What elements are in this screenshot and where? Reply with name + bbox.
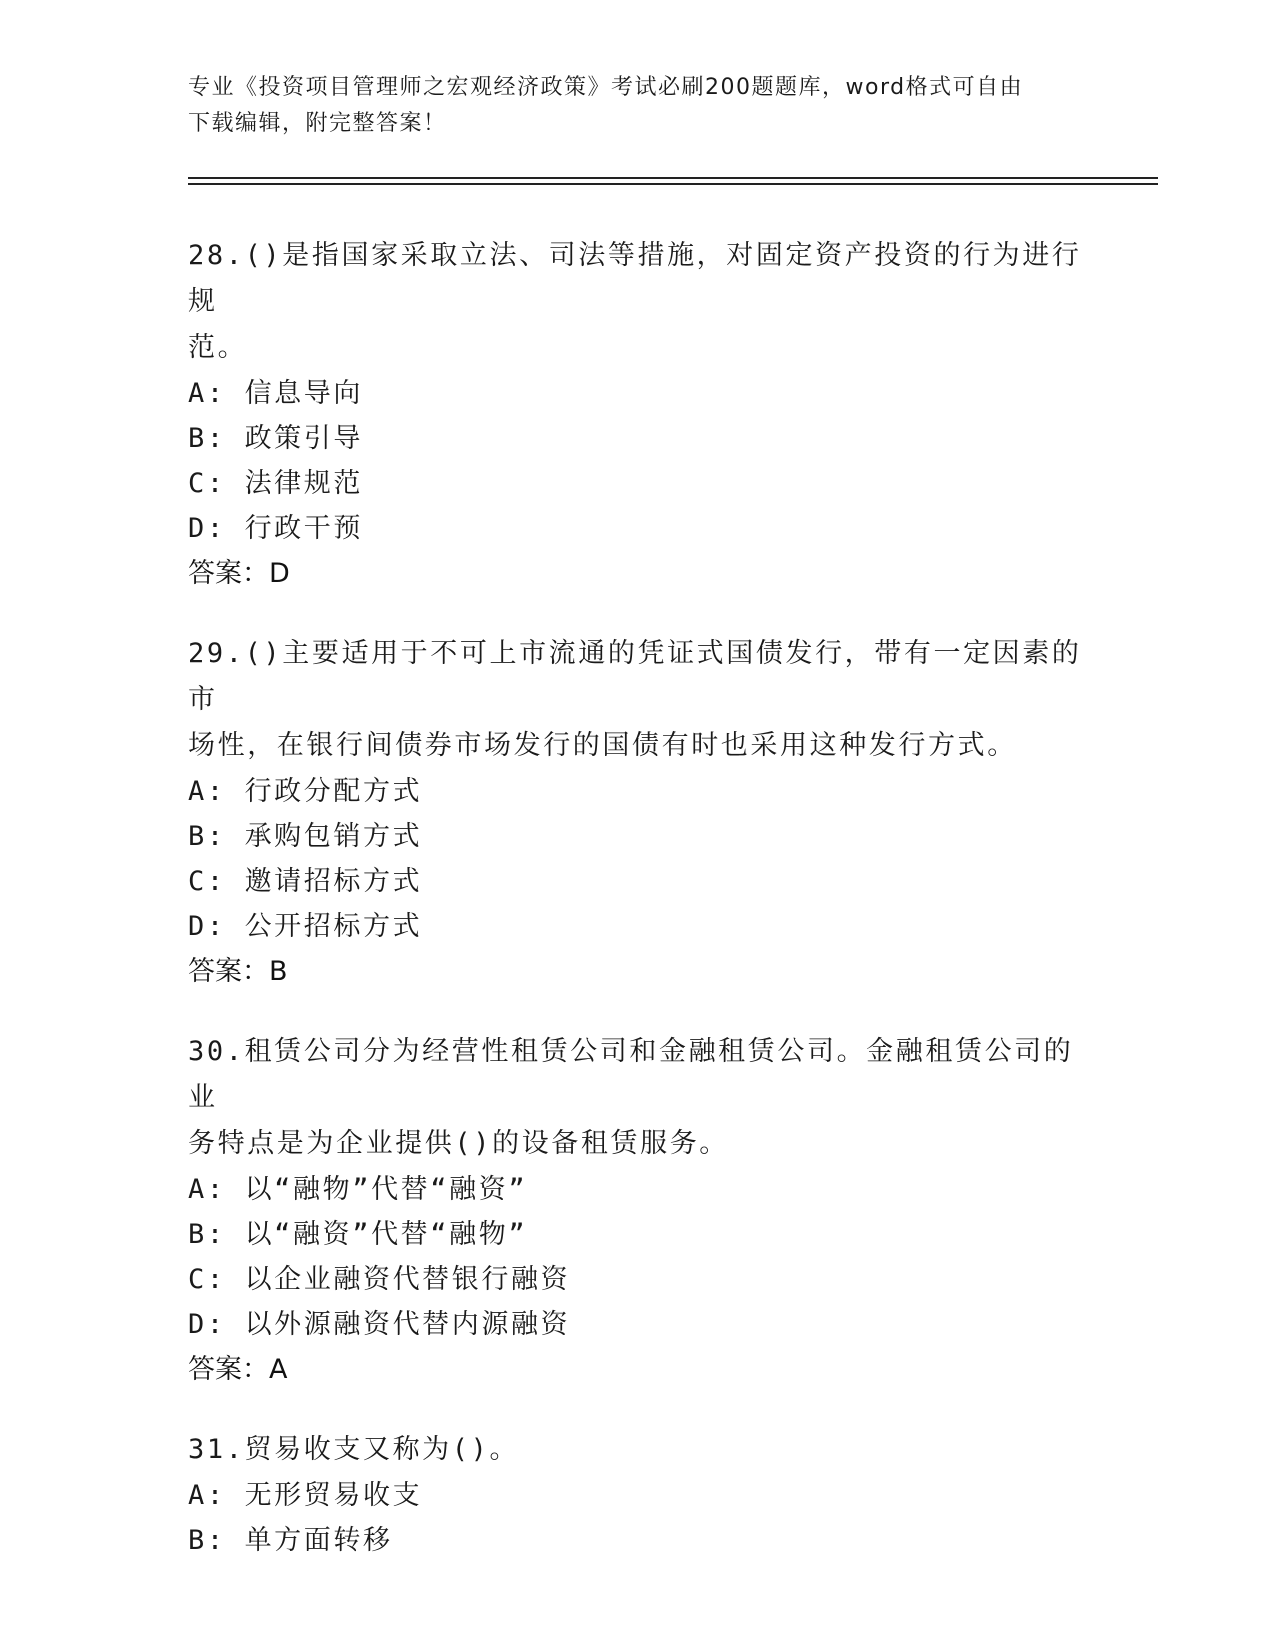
answer-line: 答案：B xyxy=(188,956,288,987)
option-c: C: 以企业融资代替银行融资 xyxy=(188,1264,571,1295)
question-30 xyxy=(188,1029,1088,1393)
header-line-2: 下载编辑，附完整答案！ xyxy=(188,111,447,136)
option-c: C: 邀请招标方式 xyxy=(188,866,423,897)
answer-line: 答案：D xyxy=(188,558,290,589)
question-stem-line: 场性，在银行间债券市场发行的国债有时也采用这种发行方式。 xyxy=(188,730,1017,761)
header-line-1: 专业《投资项目管理师之宏观经济政策》考试必刷200题题库，word格式可自由 xyxy=(188,75,1024,100)
question-stem-line: 31.贸易收支又称为()。 xyxy=(188,1434,520,1465)
question-stem-line: 29.()主要适用于不可上市流通的凭证式国债发行，带有一定因素的市 xyxy=(188,638,1082,715)
header-divider-top xyxy=(188,177,1158,179)
option-b: B: 政策引导 xyxy=(188,423,363,454)
option-b: B: 以“融资”代替“融物” xyxy=(188,1219,528,1250)
question-stem-line: 范。 xyxy=(188,332,248,363)
option-d: D: 公开招标方式 xyxy=(188,911,423,942)
question-29 xyxy=(188,631,1088,995)
option-a: A: 行政分配方式 xyxy=(188,776,423,807)
document-header xyxy=(188,70,1068,142)
question-31 xyxy=(188,1427,1088,1563)
answer-line: 答案：A xyxy=(188,1354,288,1385)
question-stem-line: 务特点是为企业提供()的设备租赁服务。 xyxy=(188,1128,729,1159)
option-a: A: 以“融物”代替“融资” xyxy=(188,1174,528,1205)
question-stem-line: 28.()是指国家采取立法、司法等措施，对固定资产投资的行为进行规 xyxy=(188,240,1082,317)
option-b: B: 单方面转移 xyxy=(188,1525,393,1556)
question-list xyxy=(188,233,1088,1597)
option-d: D: 以外源融资代替内源融资 xyxy=(188,1309,571,1340)
option-d: D: 行政干预 xyxy=(188,513,363,544)
question-28 xyxy=(188,233,1088,597)
option-c: C: 法律规范 xyxy=(188,468,363,499)
header-divider-bottom xyxy=(188,183,1158,185)
option-b: B: 承购包销方式 xyxy=(188,821,423,852)
question-stem-line: 30.租赁公司分为经营性租赁公司和金融租赁公司。金融租赁公司的业 xyxy=(188,1036,1074,1113)
option-a: A: 无形贸易收支 xyxy=(188,1480,423,1511)
option-a: A: 信息导向 xyxy=(188,378,363,409)
